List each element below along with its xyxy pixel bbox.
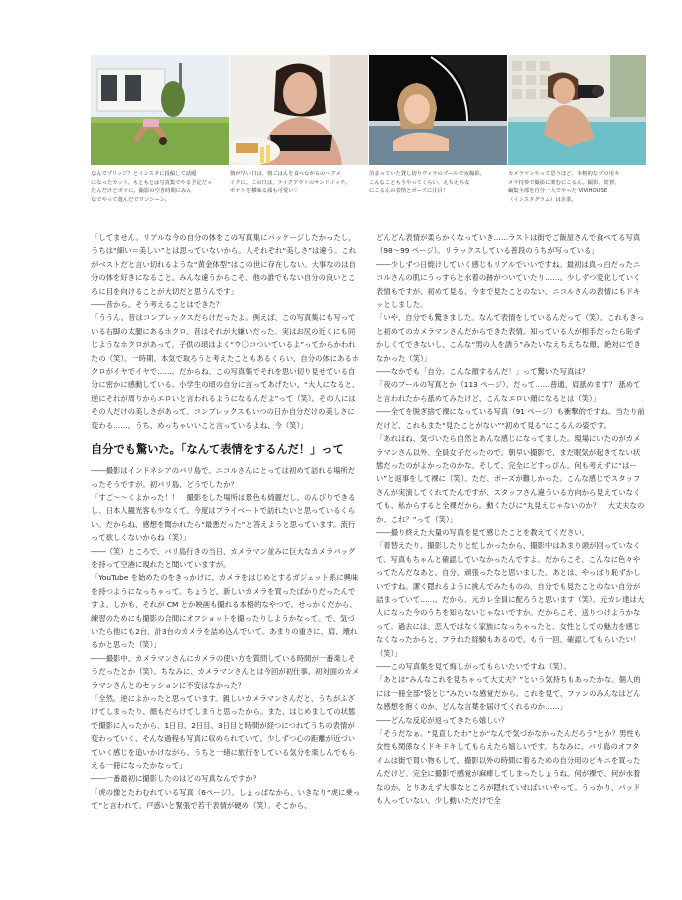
- paragraph: どんどん表情が柔らかくなっていき……ラストは街でご飯屋さんで食べてる写真（98〜99 ページ）。リラックスしている普段のうちが写っている」: [376, 233, 641, 256]
- photo-night-pool: [369, 55, 507, 165]
- paragraph: 「夜のプールの写真とか（113 ページ）。だって……普通、肩舐めます？ 舐めてと言われたから舐めてみたけど、こんなエロい顔になるとは（笑）」: [376, 380, 641, 403]
- paragraph: 「全然。逆によかったと思っています。親しいカメラマンさんだと、うちがふざけてしまったり、顔もだらけてしまうと思ったから。また、はじめましての状態で撮影に入ったから、1日目、2日目、3日目と時間が経つにつれてうちの表情が変わっていく、そんな過程も写真に収められていて。少しずつ心の距離が近づいていく感じを追いかけながら、うちと一緒に旅行をしている気分を楽しんでもらえる一冊になったかなって」: [91, 694, 356, 771]
- paragraph: ――全てを脱ぎ捨て裸になっている写真（91 ページ）も衝撃的ですね。当たり前だけど、これもまた“見たことがない”“初めて見る”にこるんの姿です。: [376, 407, 645, 430]
- article-right-column: [376, 231, 646, 807]
- paragraph: 「着替えたり、撮影したりと忙しかったから、撮影中はあまり頭が回っていなくて、写真もちゃんと確認していなかったんですよ。だからこそ、こんなに色々やってたんだなあと。自分、頑張ったなと思いました。あとは、やっぱり恥ずかしいですね。潔く隠れるように挑んでみたものの、自分でも見たことのない自分が詰まっていて……。だから、元カレ全員に配ろうと思います（笑）。元カレ達は大人になった今のうちを知らないじゃないですか。だからこそ、送りつけようかなって。過去には、恋人ではなく家族になっちゃったと、女性としての魅力を感じなくなったからと、フラれた経験もあるので。もう一回、確認してもらいたい！（笑）」: [376, 541, 645, 658]
- caption-bridge-pose: なんでブリッジ？とインスタに投稿して話題 になったカット。もともとは写真集でやる予定だっ たんだけどボツに。撮影の空き時間にみん なでやって遊んだでワンシーン。: [91, 171, 213, 203]
- paragraph: 「ううん、昔はコンプレックスだらけだったよ。例えば、この写真集にも写っている右脚の太腿にあるホクロ。昔はそれが大嫌いだった。実はお尻の近くにも同じようなホクロがあって。子供の頃はよく“ウ〇コついているよ”ってからかわれたの（笑）。一時期、本気で取ろうと考えたこともあるくらい、自分の体にあるホクロがイヤでイヤで……。だからね、この写真集でそれを思い切り見せている自分に密かに感動している。小学生の頃の自分に言ってあげたい。“大人になると、逆にそれが周りからエロいと言われるようになるんだよ”って（笑）。その人にはその人だけの美しさがあって、コンプレックスもいつの日か自分だけの美しさに変わる……。うち、めっちゃいいこと言っているよね、今（笑）」: [91, 313, 360, 430]
- photo-breakfast: [230, 55, 368, 165]
- caption-breakfast: 朝が早い日は、朝ごはんを食べながらのヘアメ イクに。この日は、テイクアウトのサンドイッチ。 ポテトを横味る顔も可愛い♡: [230, 171, 351, 195]
- photo-camera-pool: [508, 55, 646, 165]
- paragraph: ――昔から、そう考えることはできた？: [91, 300, 224, 310]
- paragraph: 「虎の像とたわむれている写真（6ページ）。しょっぱなから、いきなり“虎に乗って”と言われて。戸惑いと緊張で若干表情が硬め（笑）。そこから、: [91, 787, 361, 811]
- paragraph: 「いや、自分でも驚きました。なんて表情をしているんだって（笑）。これもきっと初めてのカメラマンさんだからできた表情。知っている人が相手だったら恥ずかしくてできないし、こんな“男の人を誘う”みたいなえちえちな顔、絶対にできなかった（笑）」: [376, 313, 645, 363]
- paragraph: ――この写真集を見て悔しがってもらいたいですね（笑）。: [376, 662, 571, 671]
- article-left-column: [91, 231, 361, 813]
- caption-night-pool: 泊まっていた貸し切りヴィラのプールで夜撮影。 こんなこともうやってくらい、えちえちな にこるんの表情とポーズに注目！: [369, 171, 485, 195]
- paragraph: 「あれはね、気づいたら自然とあんな感じになってました。現場にいたのがカメラマンさん以外、全員女子だったので。朝早い撮影で、まだ眠気が起きてない状態だったのがよかったのかな。そして、完全にどすっぴん。何も考えずに“はーい”と返事をして裸に（笑）。ただ、ポーズが難しかった。こんな感じでスタッフさんが実演してくれてたんですが、スタッフさん違ういる方向から見えていなくても、私からすると全裸だから。動くたびに“丸見えじゃないのか？ 大丈夫なのか、これ？”って（笑）」: [376, 434, 645, 524]
- caption-camera-pool: カメラマンやって思うほど、本格的なプロ用カ メラ持参で撮影に楽むにこるん。撮影、監督、 編集全部を自分一人でやった ViViHOUSE （インスタグラム）は企業。: [508, 171, 620, 203]
- paragraph: ――どんな反応が返ってきたら嬉しい？: [376, 715, 509, 725]
- paragraph: ――なかでも「自分、こんな顔するんだ！」って驚いた写真は？: [376, 367, 590, 377]
- paragraph: 「してません。リアルな今の自分の体をこの写真集にパッケージしたかったし，うちは“細い＝美しい”とは思っていないから。人それぞれ“美しさ”は違う。これがベストだと言い切れるような“黄金体型”はこの世に存在しない。大事なのは自分の体を好きになること。みんな違うからこそ、他の誰でもない自分の良いところに目を向けることが大切だと思うんです」: [91, 233, 357, 296]
- paragraph: 「すご〜〜くよかった！！ 撮影をした場所は景色も綺麗だし、のんびりできるし、日本人観光客も少なくて。今度はプライベートで訪れたいと思っているくらい。だからね、感想を聞かれたら“最悪だった”と答えようと思っています。流行って欲しくないからね（笑）」: [91, 492, 356, 543]
- photo-bridge-pose: [91, 55, 229, 165]
- photo-night-pool-image: [369, 55, 507, 165]
- paragraph: ――（笑）ところで、バリ島行きの当日、カメラマン並みに巨大なカメラバッグを持って空港に現れたと聞いていますが。: [91, 546, 356, 569]
- section-heading: 自分でも驚いた。「なんて表情をするんだ！」って: [91, 443, 344, 457]
- paragraph: ――撮り終えた大量の写真を見て感じたことを教えてください。: [376, 527, 590, 537]
- paragraph: 「YouTube を始めたのをきっかけに、カメラをはじめとするガジェット系に興味を持つようになっちゃって。ちょうど、新しいカメラを買ったばかりだったんですよ。しかも、それが CM とか映画も撮れる本格的なやつで。せっかくだから、練習のためにも撮影の合間にオフショットを撮ったりしようかなって。で、気づいたら他にも2台、計3台のカメラを詰め込んでいて。あまりの重さに、肩、壊れるかと思った（笑）」: [91, 573, 359, 650]
- paragraph: ――撮影はインドネシアのバリ島で。ニコルさんにとっては初めて訪れる場所だったそうですが。初バリ島、どうでしたか？: [91, 466, 356, 489]
- paragraph: ――撮影中、カメラマンさんにカメラの使い方を質問している時間が一番楽しそうだったとか（笑）。ちなみに、カメラマンさんとは今回が初仕事。初対面のカメラマンさんとのセッションに不安はなかった？: [91, 653, 360, 690]
- photo-camera-pool-image: [508, 55, 646, 165]
- photo-breakfast-image: [230, 55, 368, 165]
- paragraph: 「あとは“みんなこれを見ちゃって大丈夫？”という気持ちもあったかな。個人的には一冊全部“袋とじ”みたいな感覚だから。これを見て、ファンのみんなはどんな感想を抱くのか、どんな言葉を届けてくれるのか……」: [376, 675, 641, 712]
- photo-bridge-pose-image: [91, 55, 229, 165]
- paragraph: ――少しずつ日焼けしていく感じもリアルでいいですね。最初は真っ白だったニコルさんの肌にうっすらと水着の跡がついていたり……。少しずつ変化していく表情もですが、初めて見る、今まで見たことのない、ニコルさんの表情にもドキッとしました。: [376, 259, 641, 310]
- paragraph: 「そうだなぁ。“見直したわ”とか“なんで気づかなかったんだろう”とか？男性も女性も関係なくドキドキしてもらえたら嬉しいです。ちなみに、バリ島のオフタイムは街で買い物もして、撮影以外の時間に着るための自分用のビキニを買ったんだけど。完全に撮影で感覚が麻痺してしまったしょうね。何が裸で、何が水着なのか、とりあえず大事なところが隠れていればいいやって。うっかり、パッドも入っていない、少し動いただけで全: [376, 729, 642, 806]
- paragraph: ――一番最初に撮影したのはどの写真なんですか？: [91, 774, 260, 784]
